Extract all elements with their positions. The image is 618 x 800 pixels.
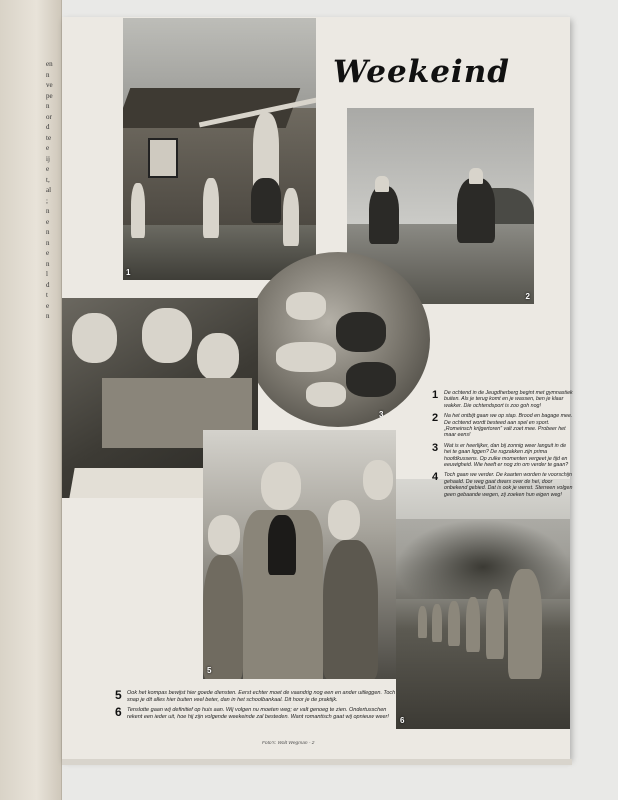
facing-page-edge [0,0,62,800]
photo-number: 2 [525,292,530,301]
photo-resting-group [246,252,430,427]
caption-text: Toch gaan we verder. De kaarten worden te voorschijn gehaald. De weg gaat dwars over de hei, door onbekend gebied. Dat is ook je wenst. Sterreen volgen geen gebaande wegen, zij zoeken hun eigen weg! [444,472,573,498]
left-page-text-fragment: te [46,133,52,142]
left-page-text-fragment: ; [46,196,48,205]
caption-text: Na het ontbijt gaan we op stap. Brood en bagage mee. De ochtend wordt besteed aan spel en sport. „Romeinsch krijgertoren” valt zoet mee. Probeer het maar eens! [444,413,573,439]
left-page-text-fragment: n [46,228,50,236]
photo-number: 1 [126,268,131,277]
left-page-text-fragment: t, [46,175,50,184]
left-page-text-fragment: n [46,259,50,268]
left-page-text-fragment: e [46,249,50,257]
left-page-text-fragment: or [46,112,52,121]
caption-3 [432,443,574,469]
left-page-text-fragment: e [46,165,50,173]
caption-number: 3 [432,441,439,454]
left-page-text-fragment: e [46,144,50,152]
left-page-text-fragment: n [46,238,50,247]
left-page-text-fragment: pe [46,91,53,100]
caption-number: 6 [115,705,122,719]
caption-number: 4 [432,471,439,484]
left-page-text-fragment: l [46,270,48,278]
photo-number: 3 [379,410,384,419]
caption-6 [115,707,397,720]
left-page-text-fragment: ve [46,81,53,89]
captions-bottom [115,690,397,724]
caption-number: 5 [115,688,122,702]
left-page-text-fragment: n [46,102,50,110]
photo-hiking-column [396,479,570,729]
left-page-text-fragment: d [46,123,50,131]
left-page-text-fragment: e [46,301,50,310]
photo-compass [203,430,396,679]
left-page-text-fragment: n [46,70,50,79]
caption-number: 2 [432,412,439,425]
left-page-text-fragment: e [46,217,50,226]
caption-5 [115,690,397,703]
caption-4 [432,472,574,498]
photo-morning-exercise [123,18,316,280]
photo-number: 6 [400,716,405,725]
left-page-text-fragment: ij [46,154,50,163]
caption-1 [432,390,574,409]
left-page-text-fragment: d [46,280,50,289]
left-page-text-fragment: t [46,291,48,299]
page-stack-edge [62,759,572,765]
page-title: Weekeind [333,54,510,90]
caption-2 [432,413,574,439]
caption-text: Wat is er heerlijker, dan bij zonnig weer languit in de hei te gaan liggen? De rugzakken zijn prima hoofdkussens. Op zulke momenten vergeet je tijd en eeuwigheid. Wie heeft er nog zin om verder te gaan? [444,442,569,469]
caption-text: De ochtend in de Jeugdherberg begint met gymnastiek buiten. Als je terug komt en je wassen, ben je klaar wakker. Die ochtendsport is zoo goh nog! [444,390,573,409]
caption-text: Ook het kompas bewijst hier goede diensten. Eerst echter moet de vaandrig nog een en ander uitleggen. Toch snap je dit alles hier buiten veel beter, dan in het schoolbankaal. Dit hoor je de praktijk. [127,690,396,703]
captions-right-column [432,390,574,502]
left-page-text-fragment: n [46,207,50,215]
caption-text: Tenslotte gaan wij definitief op huis aan. Wij volgen nu moeten weg; er valt genoeg te zien. Ondertusschen rekent een ieder uit, hoe hij zijn volgende weekeinde zal besteden. Want romantisch gaat wij opnieuw weer! [127,707,389,720]
left-page-text-fragment: al [46,186,52,194]
caption-number: 1 [432,389,439,401]
photo-number: 5 [207,666,212,675]
photo-credit: Foto's: Walt Wegman - 2 [262,741,315,746]
left-page-text-fragment: en [46,60,53,68]
left-page-text-fragment: n [46,312,50,320]
